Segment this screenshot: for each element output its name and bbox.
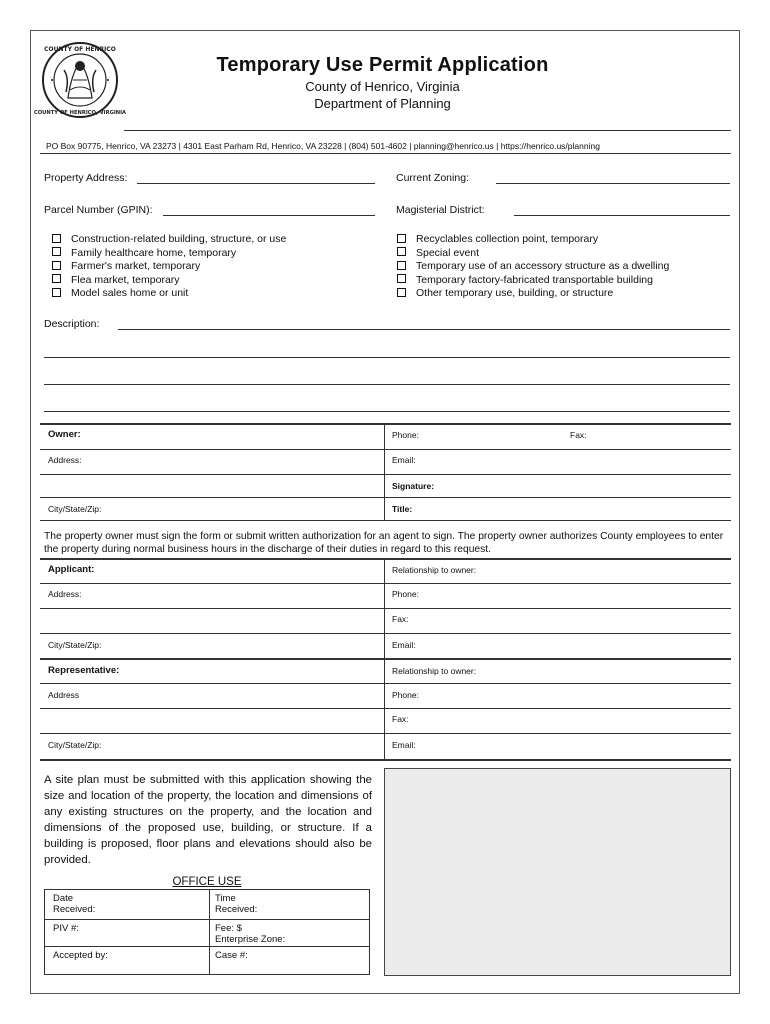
accepted-by-label: Accepted by: — [53, 950, 108, 961]
checkbox-icon[interactable] — [52, 274, 61, 283]
use-type-list-left — [52, 233, 286, 301]
checkbox-icon[interactable] — [52, 261, 61, 270]
applicant-address-label: Address: — [48, 589, 82, 599]
checkbox-icon[interactable] — [52, 247, 61, 256]
applicant-fax-label: Fax: — [392, 614, 409, 624]
checkbox-item[interactable]: Temporary factory-fabricated transportable building — [397, 274, 669, 288]
row-rule — [40, 583, 731, 584]
representative-email-label: Email: — [392, 740, 416, 750]
owner-top-rule — [40, 423, 731, 425]
checkbox-item[interactable]: Special event — [397, 247, 669, 261]
checkbox-icon[interactable] — [397, 261, 406, 270]
contact-divider — [40, 153, 731, 154]
applicant-heading: Applicant: — [48, 564, 95, 575]
county-name: County of Henrico, Virginia — [305, 79, 460, 94]
authorization-note: The property owner must sign the form or submit written authorization for an agent to sign. The property owner authorizes County employees to enter the property during normal business hours in the discharge of their duties in regard to this request. — [44, 531, 724, 555]
checkbox-item[interactable]: Temporary use of an accessory structure as a dwelling — [397, 260, 669, 274]
checkbox-item[interactable]: Other temporary use, building, or structure — [397, 287, 669, 301]
checkbox-item[interactable]: Flea market, temporary — [52, 274, 286, 288]
parcel-number-label: Parcel Number (GPIN): — [44, 204, 153, 216]
row-rule — [40, 633, 731, 634]
row-rule — [40, 449, 731, 450]
form-title: Temporary Use Permit Application — [216, 54, 549, 76]
current-zoning-field[interactable] — [496, 183, 730, 184]
header-divider — [124, 130, 731, 131]
office-column-divider — [209, 890, 210, 974]
site-plan-box — [384, 768, 731, 976]
applicant-relationship-label: Relationship to owner: — [392, 565, 477, 575]
property-address-field[interactable] — [137, 183, 375, 184]
applicant-city-label: City/State/Zip: — [48, 640, 102, 650]
office-use-heading: OFFICE USE — [172, 876, 242, 888]
seal-bottom-text: COUNTY OF HENRICO, VIRGINIA — [33, 110, 127, 116]
use-type-list-right — [397, 233, 669, 301]
owner-city-label: City/State/Zip: — [48, 504, 102, 514]
parcel-number-field[interactable] — [163, 215, 375, 216]
row-rule — [40, 474, 731, 475]
owner-heading: Owner: — [48, 429, 81, 440]
applicant-phone-label: Phone: — [392, 589, 419, 599]
office-row-rule — [45, 946, 369, 947]
owner-signature-label: Signature: — [392, 481, 435, 491]
checkbox-item[interactable]: Recyclables collection point, temporary — [397, 233, 669, 247]
description-label: Description: — [44, 318, 100, 330]
checkbox-icon[interactable] — [397, 288, 406, 297]
office-use-table — [44, 889, 370, 975]
site-plan-instructions: A site plan must be submitted with this application showing the size and location of the property, the location and dimensions of any existing structures on the property, and the location and dimensions of the proposed use, building, or structure. If a building is proposed, floor plans and elevations should also be provided. — [44, 774, 372, 866]
row-rule — [40, 733, 731, 734]
owner-fax-label: Fax: — [570, 430, 587, 440]
seal-top-text: COUNTY OF HENRICO — [44, 46, 116, 53]
checkbox-icon[interactable] — [52, 234, 61, 243]
row-rule — [40, 520, 731, 521]
representative-top-rule — [40, 658, 731, 660]
row-rule — [40, 708, 731, 709]
current-zoning-label: Current Zoning: — [396, 172, 469, 184]
representative-address-label: Address — [48, 690, 80, 700]
owner-address-label: Address: — [48, 455, 82, 465]
description-field-line[interactable] — [118, 329, 730, 330]
row-rule — [40, 608, 731, 609]
piv-label: PIV #: — [53, 923, 79, 934]
owner-title-label: Title: — [392, 504, 413, 514]
date-received-label: Date Received: — [53, 893, 96, 915]
checkbox-icon[interactable] — [397, 247, 406, 256]
magisterial-district-field[interactable] — [514, 215, 730, 216]
description-field-line[interactable] — [44, 384, 730, 385]
checkbox-icon[interactable] — [397, 274, 406, 283]
row-rule — [40, 683, 731, 684]
row-rule — [40, 497, 731, 498]
time-received-label: Time Received: — [215, 893, 258, 915]
office-row-rule — [45, 919, 369, 920]
fee-label: Fee: $ Enterprise Zone: — [215, 923, 286, 945]
owner-column-divider — [384, 425, 385, 521]
owner-phone-label: Phone: — [392, 430, 419, 440]
representative-heading: Representative: — [48, 665, 120, 676]
checkbox-item[interactable]: Construction-related building, structure, or use — [52, 233, 286, 247]
representative-relationship-label: Relationship to owner: — [392, 666, 477, 676]
property-address-label: Property Address: — [44, 172, 128, 184]
description-field-line[interactable] — [44, 411, 730, 412]
representative-fax-label: Fax: — [392, 714, 409, 724]
applicant-top-rule — [40, 558, 731, 560]
magisterial-district-label: Magisterial District: — [396, 204, 485, 216]
representative-bottom-rule — [40, 759, 731, 761]
applicant-email-label: Email: — [392, 640, 416, 650]
description-field-line[interactable] — [44, 357, 730, 358]
checkbox-item[interactable]: Farmer's market, temporary — [52, 260, 286, 274]
county-seal-icon — [33, 40, 127, 120]
representative-city-label: City/State/Zip: — [48, 740, 102, 750]
applicant-column-divider — [384, 560, 385, 760]
representative-phone-label: Phone: — [392, 690, 419, 700]
owner-email-label: Email: — [392, 455, 416, 465]
checkbox-icon[interactable] — [52, 288, 61, 297]
contact-line: PO Box 90775, Henrico, VA 23273 | 4301 East Parham Rd, Henrico, VA 23228 | (804) 501-4602 | planning@henrico.us | https://henrico.us/planning — [46, 141, 600, 151]
checkbox-item[interactable]: Model sales home or unit — [52, 287, 286, 301]
checkbox-item[interactable]: Family healthcare home, temporary — [52, 247, 286, 261]
department-name: Department of Planning — [314, 96, 451, 111]
checkbox-icon[interactable] — [397, 234, 406, 243]
case-number-label: Case #: — [215, 950, 248, 961]
